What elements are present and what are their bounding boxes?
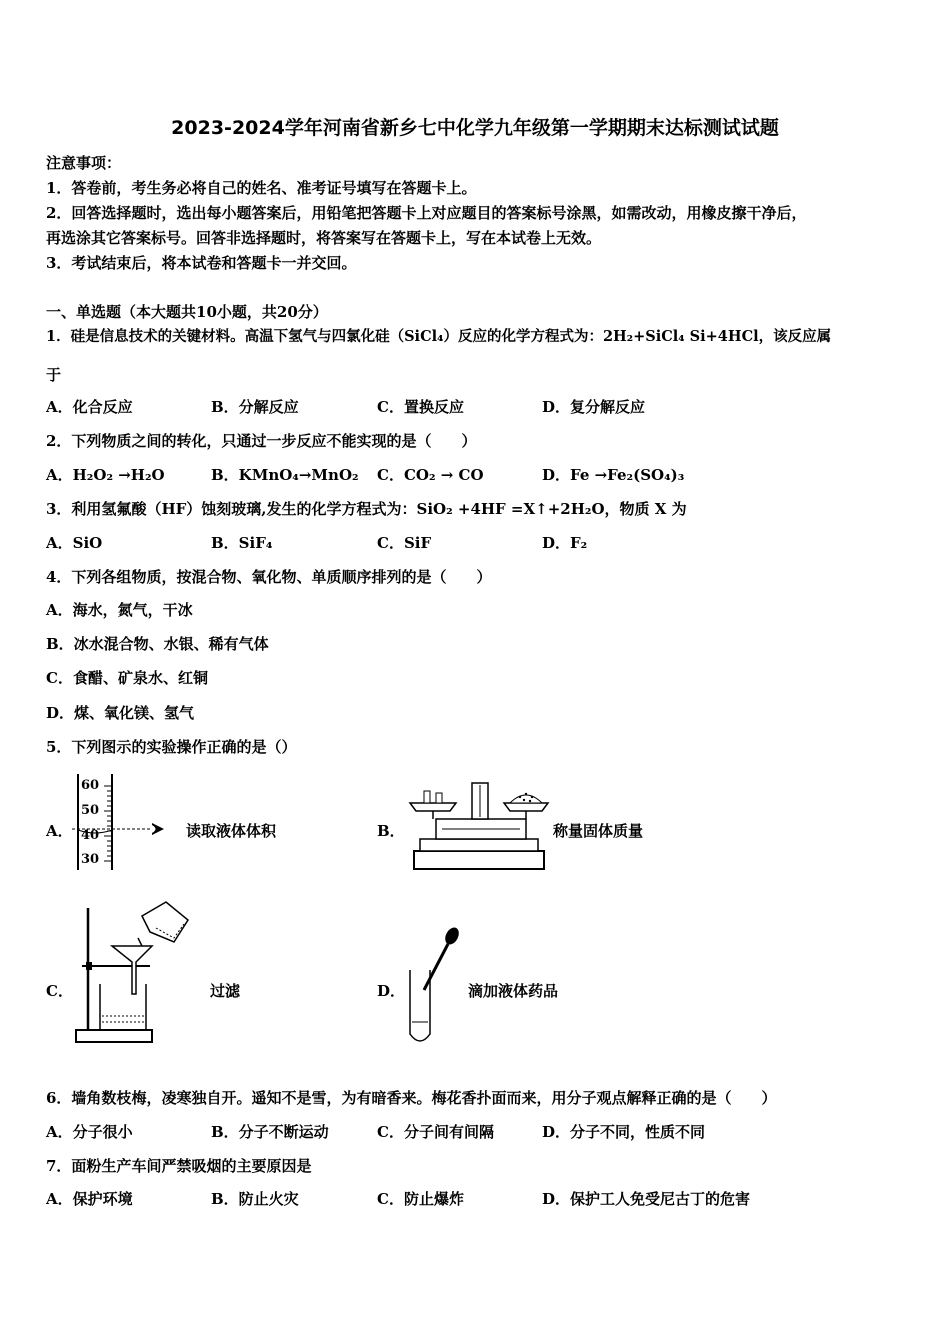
q6-option-c: C．分子间有间隔 [377, 1123, 494, 1141]
q5-option-c-letter: C． [46, 982, 73, 1000]
q5-option-a-letter: A． [46, 822, 73, 840]
q1-stem-cont: 于 [46, 366, 62, 384]
q4-option-b: B．冰水混合物、水银、稀有气体 [46, 635, 269, 653]
q6-stem: 6．墙角数枝梅，凌寒独自开。遥知不是雪，为有暗香来。梅花香扑面而来，用分子观点解释正确的是（ ） [46, 1089, 777, 1107]
q3-option-d: D．F₂ [542, 534, 588, 552]
q6-option-d: D．分子不同，性质不同 [542, 1123, 706, 1141]
q2-option-d: D．Fe →Fe₂(SO₄)₃ [542, 466, 685, 484]
q5-caption-d: 滴加液体药品 [468, 982, 559, 1000]
q5-stem: 5．下列图示的实验操作正确的是（） [46, 738, 297, 756]
q4-option-c: C．食醋、矿泉水、红铜 [46, 669, 208, 687]
q7-option-c: C．防止爆炸 [377, 1190, 464, 1208]
dropper-test-tube-figure [402, 926, 466, 1048]
q7-option-a: A．保护环境 [46, 1190, 133, 1208]
q1-option-b: B．分解反应 [211, 398, 299, 416]
q3-option-b: B．SiF₄ [211, 534, 273, 552]
q5-caption-c: 过滤 [210, 982, 241, 1000]
cylinder-tick-60: 60 [81, 778, 100, 793]
q2-option-a: A．H₂O₂ →H₂O [46, 466, 165, 484]
q7-option-d: D．保护工人免受尼古丁的危害 [542, 1190, 751, 1208]
q4-stem: 4．下列各组物质，按混合物、氧化物、单质顺序排列的是（ ） [46, 568, 492, 586]
q3-option-a: A．SiO [46, 534, 103, 552]
q1-option-d: D．复分解反应 [542, 398, 646, 416]
q2-stem: 2．下列物质之间的转化，只通过一步反应不能实现的是（ ） [46, 432, 477, 450]
q4-option-d: D．煤、氧化镁、氢气 [46, 704, 195, 722]
q2-option-c: C．CO₂ → CO [377, 466, 484, 484]
q7-option-b: B．防止火灾 [211, 1190, 299, 1208]
notice-item-2-cont: 再选涂其它答案标号。回答非选择题时，将答案写在答题卡上，写在本试卷上无效。 [46, 229, 602, 247]
page-title: 2023-2024学年河南省新乡七中化学九年级第一学期期末达标测试试题 [171, 117, 779, 139]
cylinder-tick-40: 40 [81, 828, 100, 843]
q4-option-a: A．海水，氮气，干冰 [46, 601, 193, 619]
section-heading: 一、单选题（本大题共10小题，共20分） [46, 303, 328, 321]
filtration-figure [72, 898, 196, 1046]
cylinder-tick-50: 50 [81, 803, 100, 818]
q1-option-a: A．化合反应 [46, 398, 133, 416]
notice-item-2: 2．回答选择题时，选出每小题答案后，用铅笔把答题卡上对应题目的答案标号涂黑，如需改动，用橡皮擦干净后， [46, 204, 807, 222]
balance-scale-figure [406, 779, 548, 871]
q5-caption-b: 称量固体质量 [553, 822, 644, 840]
q1-option-c: C．置换反应 [377, 398, 464, 416]
q6-option-a: A．分子很小 [46, 1123, 133, 1141]
q7-stem: 7．面粉生产车间严禁吸烟的主要原因是 [46, 1157, 312, 1175]
q3-option-c: C．SiF [377, 534, 432, 552]
notice-item-3: 3．考试结束后，将本试卷和答题卡一并交回。 [46, 254, 357, 272]
q5-option-b-letter: B． [377, 822, 405, 840]
q2-option-b: B．KMnO₄→MnO₂ [211, 466, 359, 484]
notice-item-1: 1．答卷前，考生务必将自己的姓名、准考证号填写在答题卡上。 [46, 179, 477, 197]
q1-stem: 1．硅是信息技术的关键材料。高温下氢气与四氯化硅（SiCl₄）反应的化学方程式为：2H₂+SiCl₄ Si+4HCl，该反应属 [46, 328, 832, 345]
q3-stem: 3．利用氢氟酸（HF）蚀刻玻璃,发生的化学方程式为：SiO₂ +4HF =X↑+2H₂O，物质 X 为 [46, 500, 687, 518]
q5-caption-a: 读取液体体积 [186, 822, 277, 840]
cylinder-tick-30: 30 [81, 852, 100, 867]
q5-option-d-letter: D． [377, 982, 406, 1000]
q6-option-b: B．分子不断运动 [211, 1123, 329, 1141]
notice-heading: 注意事项： [46, 154, 122, 172]
